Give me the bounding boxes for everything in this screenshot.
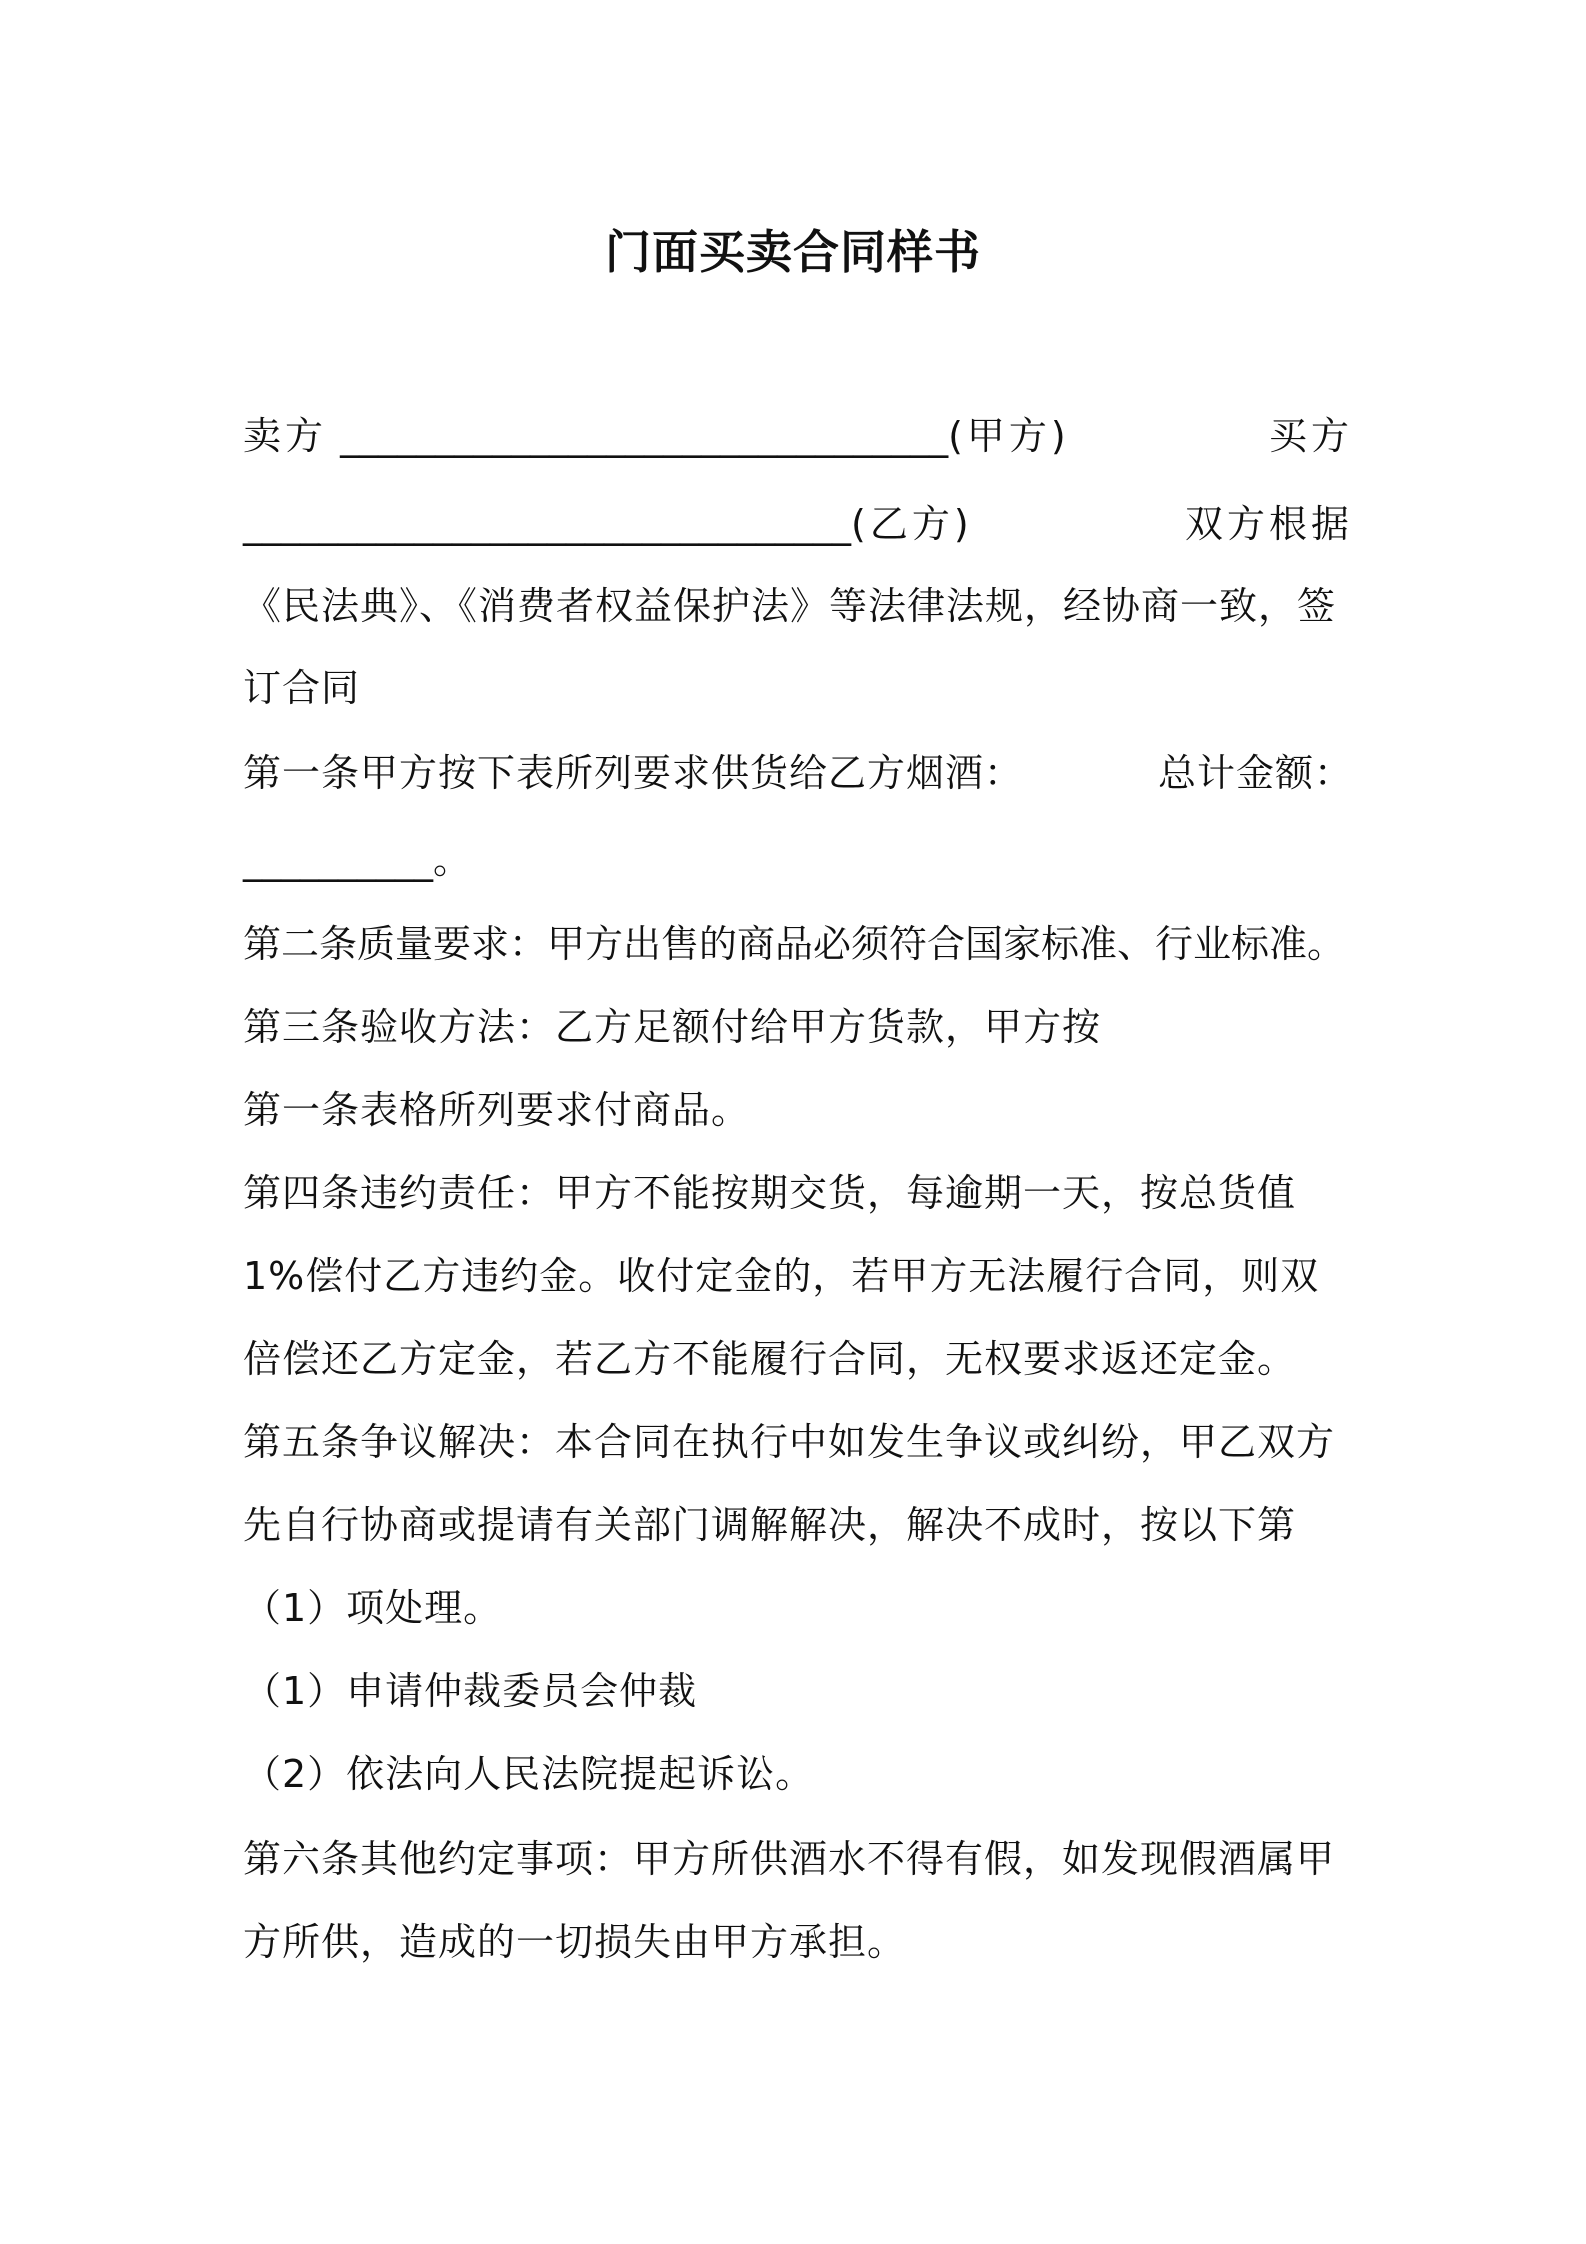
article-5-line-3: （1）项处理。 (243, 1586, 503, 1630)
seller-blank: ________________________________ (340, 414, 949, 458)
parties-line-1 (243, 410, 1353, 462)
document-title: 门面买卖合同样书 (605, 225, 981, 279)
parties-line-2 (243, 498, 1353, 550)
buyer-group (243, 498, 973, 550)
article-5-option-2: （2）依法向人民法院提起诉讼。 (243, 1752, 815, 1796)
article-5-line-1: 第五条争议解决：本合同在执行中如发生争议或纠纷，甲乙双方 (243, 1420, 1336, 1464)
parties-line-4: 订合同 (243, 666, 361, 710)
article-4-line-2: 1%偿付乙方违约金。收付定金的，若甲方无法履行合同，则双 (243, 1254, 1320, 1298)
article-4-line-3: 倍偿还乙方定金，若乙方不能履行合同，无权要求返还定金。 (243, 1337, 1297, 1381)
article-1-line-1 (243, 747, 1353, 799)
parties-line-3: 《民法典》、《消费者权益保护法》等法律法规，经协商一致，签 (243, 584, 1337, 628)
article-1-text: 第一条甲方按下表所列要求供货给乙方烟酒： (243, 751, 1024, 795)
article-3-line-1: 第三条验收方法：乙方足额付给甲方货款，甲方按 (243, 1005, 1102, 1049)
buyer-label: 买方 (1268, 414, 1353, 458)
parties-lead-text: 双方根据 (1184, 502, 1353, 546)
buyer-blank: ________________________________ (243, 502, 851, 546)
article-2: 第二条质量要求：甲方出售的商品必须符合国家标准、行业标准。 (243, 922, 1346, 966)
article-5-option-1: （1）申请仲裁委员会仲裁 (243, 1669, 698, 1713)
buyer-suffix: (乙方) (851, 502, 973, 546)
article-1-line-2: __________。 (243, 838, 472, 882)
seller-suffix: (甲方) (948, 414, 1070, 458)
seller-label: 卖方 (243, 414, 328, 458)
article-1-total-label: 总计金额： (1157, 751, 1353, 795)
article-3-line-2: 第一条表格所列要求付商品。 (243, 1088, 751, 1132)
article-4-line-1: 第四条违约责任：甲方不能按期交货，每逾期一天，按总货值 (243, 1171, 1297, 1215)
seller-group (243, 410, 1070, 462)
article-6-line-2: 方所供，造成的一切损失由甲方承担。 (243, 1920, 907, 1964)
article-6-line-1: 第六条其他约定事项：甲方所供酒水不得有假，如发现假酒属甲 (243, 1837, 1336, 1881)
article-5-line-2: 先自行协商或提请有关部门调解解决，解决不成时，按以下第 (243, 1503, 1297, 1547)
